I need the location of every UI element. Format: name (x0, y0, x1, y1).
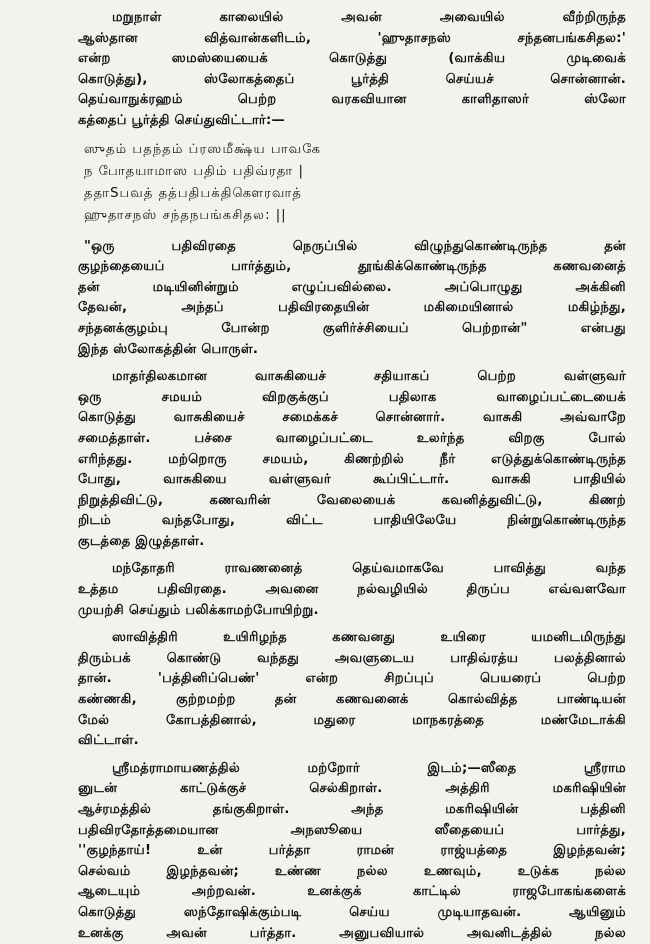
text-line: முயற்சி செய்தும் பலிக்காமற்போயிற்று. (78, 602, 319, 618)
text-line: உத்தம பதிவிரதை. அவனை நல்வழியில் திருப்ப எவ்வளவோ (78, 582, 626, 598)
text-line: கொடுத்து ஸந்தோஷிக்கும்படி செய்ய முடியாதவன். ஆயினும் (78, 904, 626, 920)
paragraph-vasuki (78, 367, 626, 552)
text-line: ஆடையும் அற்றவன். உனக்குக் காட்டில் ராஜபோகங்களைக் (78, 884, 626, 900)
text-line: மந்தோதரி ராவணனைத் தெய்வமாகவே பாவித்து வந்த (112, 561, 626, 577)
text-line: கத்தைப் பூர்த்தி செய்துவிட்டார்:— (78, 112, 285, 128)
paragraph-ramayana (78, 759, 626, 944)
text-line: குடத்தை இழுத்தாள். (78, 533, 205, 549)
text-line: நிறுத்திவிட்டு, கணவரின் வேலையைக் கவனித்துவிட்டு, கிணற் (78, 492, 626, 508)
text-line: ஒரு சமயம் விறகுக்குப் பதிலாக வாழைப்பட்டையைக் (78, 389, 626, 405)
paragraph-verse-meaning (78, 237, 626, 361)
verse-line: ஹுதாசநஸ் சந்தநபங்கசிதல: || (84, 207, 287, 223)
text-line: தான். 'பத்தினிப்பெண்' என்ற சிறப்புப் பெயரைப் பெற்ற (78, 671, 626, 687)
text-line: "ஒரு பதிவிரதை நெருப்பில் விழுந்துகொண்டிருந்த தன் (84, 238, 626, 254)
text-line: குழந்தையைப் பார்த்தும், தூங்கிக்கொண்டிருந்த கணவனைத் (78, 259, 626, 275)
text-line: விட்டாள். (78, 733, 139, 749)
text-line: என்ற ஸமஸ்யையைக் கொடுத்து (வாக்கிய முடிவைக் (78, 51, 626, 67)
text-line: றிடம் வந்தபோது, விட்ட பாதியிலேயே நின்றுகொண்டிருந்த (78, 513, 626, 529)
text-line: னுடன் காட்டுக்குச் செல்கிறாள். அத்திரி மகரிஷியின் (78, 781, 626, 797)
text-line: கொடுத்து வாசுகியைச் சமைக்கச் சொன்னார். வாசுகி அவ்வாறே (78, 410, 626, 426)
text-line: ''குழந்தாய்! உன் பர்த்தா ராமன் ராஜ்யத்தை இழந்தவன்; (78, 843, 626, 859)
text-line: மாதர்திலகமான வாசுகியைச் சதியாகப் பெற்ற வள்ளுவர் (112, 369, 626, 385)
sanskrit-verse (78, 139, 626, 227)
text-line: பதிவிரதோத்தமையான அநஸூயை ஸீதையைப் பார்த்து, (78, 822, 626, 838)
text-line: மேல் கோபத்தினால், மதுரை மாநகரத்தை மண்மேடாக்கி (78, 712, 626, 728)
text-line: சமைத்தாள். பச்சை வாழைப்பட்டை உலர்ந்த விறகு போல் (78, 430, 626, 446)
text-line: தெய்வாநுக்ரஹம் பெற்ற வரகவியான காளிதாஸர் ஸ்லோ (78, 92, 626, 108)
text-line: தன் மடியினின்றும் எழுப்பவில்லை. அப்பொழுது அக்கினி (78, 279, 626, 295)
text-line: ஸ்ரீமத்ராமாயணத்தில் மற்றோர் இடம்;—ஸீதை ஸ்ரீராம (112, 760, 626, 776)
verse-line: ததாSபவத் தத்பதிபக்திகௌரவாத் (84, 185, 303, 201)
text-line: ஆச்ரமத்தில் தங்குகிறாள். அந்த மகரிஷியின் பத்தினி (78, 802, 626, 817)
verse-line: ஸுதம் பதந்தம் ப்ரஸமீக்ஷ்ய பாவகே (84, 141, 322, 157)
text-line: கொடுத்து), ஸ்லோகத்தைப் பூர்த்தி செய்யச் சொன்னான். (78, 71, 626, 87)
paragraph-kalidasa (78, 8, 626, 132)
text-line: சந்தனக்குழம்பு போன்ற குளிர்ச்சியைப் பெற்றான்" என்பது (78, 320, 626, 336)
text-line: தேவன், அந்தப் பதிவிரதையின் மகிமையினால் மகிழ்ந்து, (78, 300, 626, 316)
text-line: ஸாவித்திரி உயிரிழந்த கணவனது உயிரை யமனிடமிருந்து (112, 630, 626, 646)
text-line: கண்ணகி, குற்றமற்ற தன் கணவனைக் கொல்வித்த பாண்டியன் (78, 692, 626, 708)
paragraph-mandodari (78, 559, 626, 621)
text-line: எரிந்தது. மற்றொரு சமயம், கிணற்றில் நீர் எடுத்துக்கொண்டிருந்த (78, 451, 626, 467)
paragraph-savitri (78, 628, 626, 752)
text-line: ஆஸ்தான வித்வான்களிடம், 'ஹுதாசநஸ் சந்தனபங்கசிதல:' (78, 30, 626, 46)
text-line: இந்த ஸ்லோகத்தின் பொருள். (78, 341, 259, 357)
text-line: உனக்கு அவன் பர்த்தா. அனுபவியால் அவனிடத்தில் நல்ல (78, 925, 626, 941)
text-line: போது, வாசுகியை வள்ளுவர் கூப்பிட்டார். வாசுகி பாதியில் (78, 472, 626, 488)
text-line: திரும்பக் கொண்டு வந்தது அவளுடைய பாதிவ்ரத்ய பலத்தினால் (78, 650, 626, 666)
text-line: செல்வம் இழந்தவன்; உண்ண நல்ல உணவும், உடுக்க நல்ல (78, 863, 626, 879)
verse-line: ந போதயாமாஸ பதிம் பதிவ்ரதா | (84, 163, 304, 179)
text-line: மறுநாள் காலையில் அவன் அவையில் வீற்றிருந்த (112, 10, 626, 25)
